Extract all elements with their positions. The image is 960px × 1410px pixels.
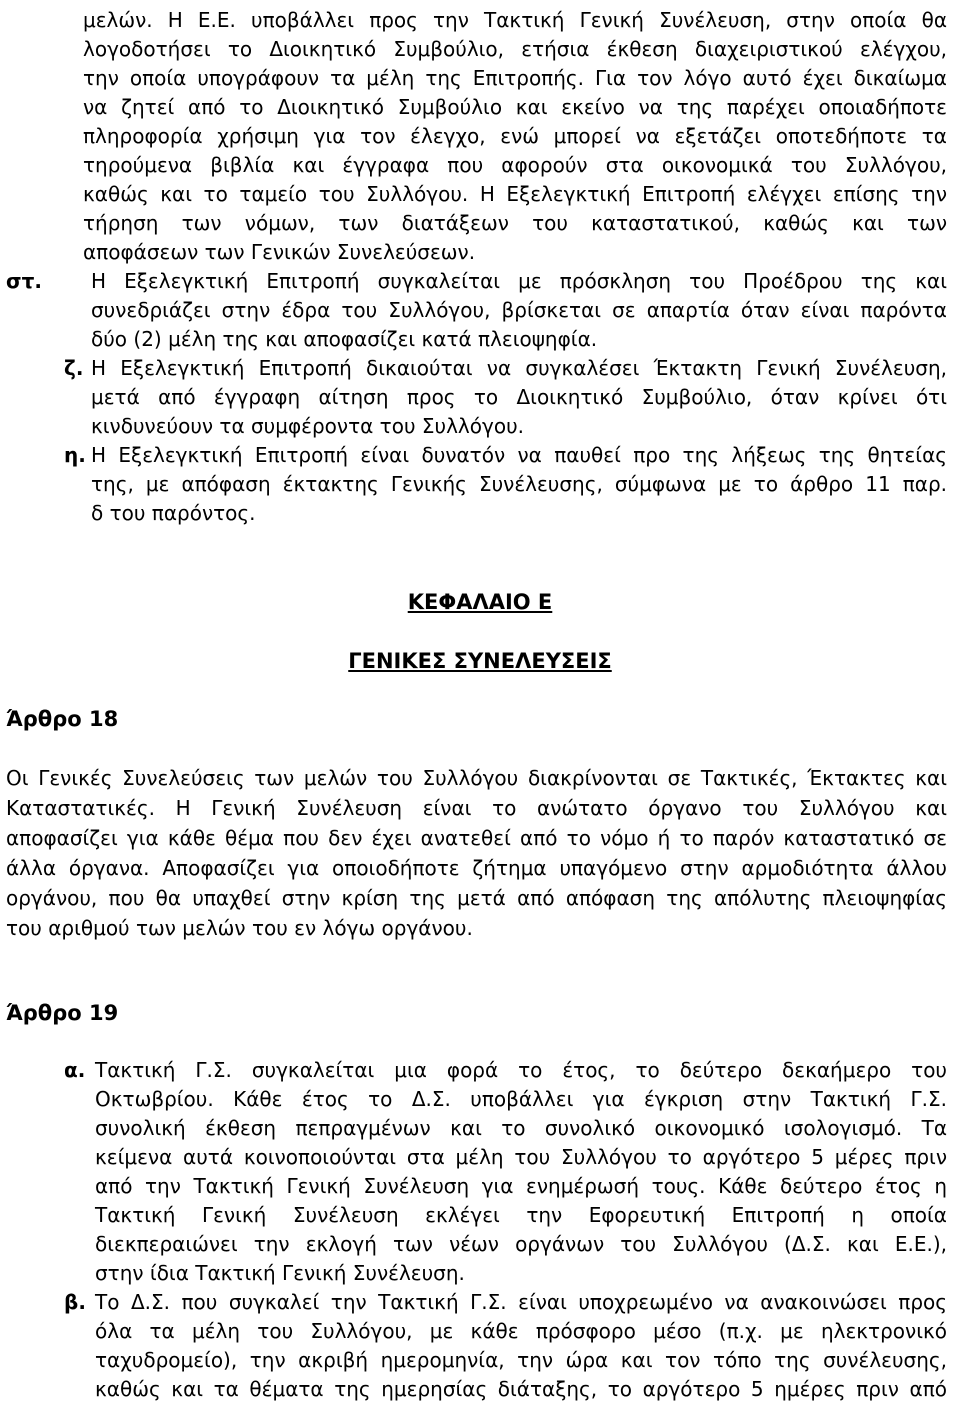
item-label: β.: [64, 1290, 86, 1314]
text-line: στην ίδια Τακτική Γενική Συνέλευση.: [95, 1261, 465, 1285]
text-line: δ του παρόντος.: [91, 501, 256, 525]
text-line: διεκπεραιώνει την εκλογή των νέων οργάνων του Συλλόγου (Δ.Σ. και Ε.Ε.),: [95, 1232, 947, 1256]
item-label: ζ.: [64, 356, 84, 380]
text-line: τηρούμενα βιβλία και έγγραφα που αφορούν στα οικονομικά του Συλλόγου,: [83, 153, 947, 177]
text-line: κείμενα αυτά κοινοποιούνται στα μέλη του Συλλόγου το αργότερο 5 μέρες πριν: [95, 1145, 947, 1169]
text-line: δύο (2) μέλη της και αποφασίζει κατά πλειοψηφία.: [91, 327, 598, 351]
text-line: κινδυνεύουν τα συμφέροντα του Συλλόγου.: [91, 414, 524, 438]
text-line: Οι Γενικές Συνελεύσεις των μελών του Συλλόγου διακρίνονται σε Τακτικές, Έκτακτες και: [6, 766, 947, 790]
text-line: Η Εξελεγκτική Επιτροπή δικαιούται να συγκαλέσει Έκτακτη Γενική Συνέλευση,: [91, 356, 947, 380]
text-line: Τακτική Γενική Συνέλευση εκλέγει την Εφορευτική Επιτροπή η οποία: [95, 1203, 947, 1227]
text-line: την οποία υπογράφουν τα μέλη της Επιτροπής. Για τον λόγο αυτό έχει δικαίωμα: [83, 66, 947, 90]
text-line: να ζητεί από το Διοικητικό Συμβούλιο και εκείνο να της παρέχει οποιαδήποτε: [83, 95, 947, 119]
text-line: καθώς και τα θέματα της ημερησίας διάταξης, το αργότερο 5 ημέρες πριν από: [95, 1377, 947, 1401]
text-line: Η Εξελεγκτική Επιτροπή είναι δυνατόν να παυθεί προ της λήξεως της θητείας: [91, 443, 947, 467]
text-line: συνεδριάζει στην έδρα του Συλλόγου, βρίσκεται σε απαρτία όταν είναι παρόντα: [91, 298, 947, 322]
item-label: η.: [64, 443, 86, 467]
text-line: Η Εξελεγκτική Επιτροπή συγκαλείται με πρόσκληση του Προέδρου της και: [91, 269, 947, 293]
text-line: Οκτωβρίου. Κάθε έτος το Δ.Σ. υποβάλλει για έγκριση στην Τακτική Γ.Σ.: [95, 1087, 947, 1111]
article-heading: Άρθρο 18: [6, 707, 119, 731]
item-label: α.: [64, 1058, 86, 1082]
chapter-subtitle: ΓΕΝΙΚΕΣ ΣΥΝΕΛΕΥΣΕΙΣ: [348, 649, 612, 673]
text-line: ταχυδρομείο), την ακριβή ημερομηνία, την ώρα και τον τόπο της συνέλευσης,: [95, 1348, 947, 1372]
text-line: συνολική έκθεση πεπραγμένων και το συνολικό οικονομικό ισολογισμό. Τα: [95, 1116, 947, 1140]
chapter-title: ΚΕΦΑΛΑΙΟ Ε: [407, 590, 553, 614]
text-line: αποφασίζει για κάθε θέμα που δεν έχει ανατεθεί από το νόμο ή το παρόν καταστατικό σε: [6, 826, 947, 850]
text-line: μετά από έγγραφη αίτηση προς το Διοικητικό Συμβούλιο, όταν κρίνει ότι: [91, 385, 947, 409]
text-line: Καταστατικές. Η Γενική Συνέλευση είναι το ανώτατο όργανο του Συλλόγου και: [6, 796, 947, 820]
text-line: της, με απόφαση έκτακτης Γενικής Συνέλευσης, σύμφωνα με το άρθρο 11 παρ.: [91, 472, 947, 496]
text-line: καθώς και το ταμείο του Συλλόγου. Η Εξελεγκτική Επιτροπή ελέγχει επίσης την: [83, 182, 947, 206]
text-line: μελών. Η Ε.Ε. υποβάλλει προς την Τακτική Γενική Συνέλευση, στην οποία θα: [83, 8, 947, 32]
text-line: αποφάσεων των Γενικών Συνελεύσεων.: [83, 240, 476, 264]
text-line: του αριθμού των μελών του εν λόγω οργάνου.: [6, 916, 473, 940]
text-line: άλλα όργανα. Αποφασίζει για οποιοδήποτε ζήτημα υπαγόμενο στην αρμοδιότητα άλλου: [6, 856, 947, 880]
text-line: οργάνου, που θα υπαχθεί στην κρίση της μετά από απόφαση της απόλυτης πλειοψηφίας: [6, 886, 947, 910]
text-line: από την Τακτική Γενική Συνέλευση για ενημέρωσή τους. Κάθε δεύτερο έτος η: [95, 1174, 947, 1198]
text-line: λογοδοτήσει το Διοικητικό Συμβούλιο, ετήσια έκθεση διαχειριστικού ελέγχου,: [83, 37, 947, 61]
text-line: Το Δ.Σ. που συγκαλεί την Τακτική Γ.Σ. είναι υποχρεωμένο να ανακοινώσει προς: [95, 1290, 947, 1314]
item-label: στ.: [6, 269, 42, 293]
article-heading: Άρθρο 19: [6, 1001, 119, 1025]
text-line: πληροφορία χρήσιμη για τον έλεγχο, ενώ μπορεί να εξετάζει οποτεδήποτε τα: [83, 124, 947, 148]
text-line: όλα τα μέλη του Συλλόγου, με κάθε πρόσφορο μέσο (π.χ. με ηλεκτρονικό: [95, 1319, 947, 1343]
text-line: Τακτική Γ.Σ. συγκαλείται μια φορά το έτος, το δεύτερο δεκαήμερο του: [95, 1058, 947, 1082]
text-line: τήρηση των νόμων, των διατάξεων του καταστατικού, καθώς και των: [83, 211, 947, 235]
